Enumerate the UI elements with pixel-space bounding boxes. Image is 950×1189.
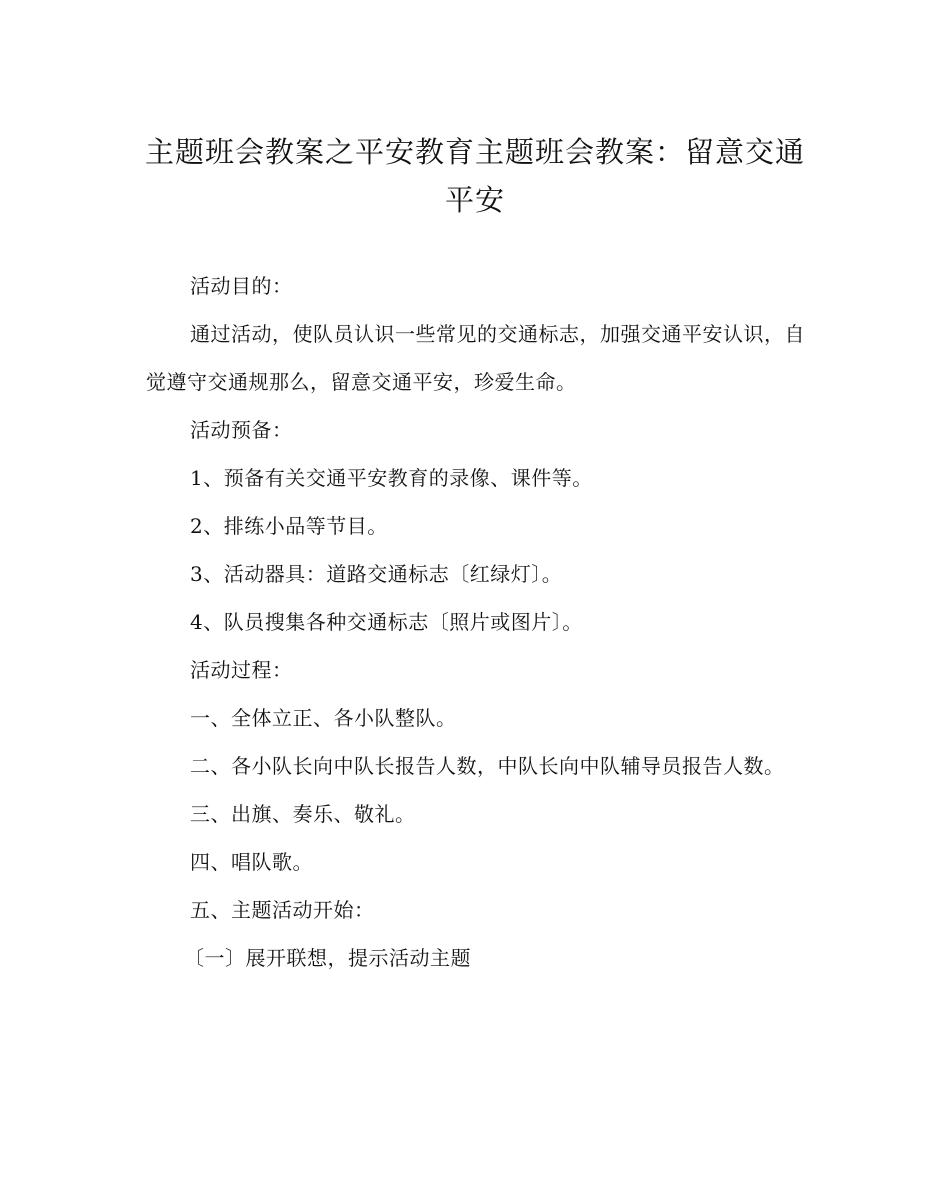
paragraph-process-heading: 活动过程：	[190, 658, 293, 682]
paragraph-preparation-item-1: 1、预备有关交通平安教育的录像、课件等。	[190, 466, 593, 490]
paragraph-process-step-4: 四、唱队歌。	[190, 850, 313, 874]
paragraph-preparation-heading: 活动预备：	[190, 418, 293, 442]
paragraph-preparation-item-3: 3、活动器具：道路交通标志〔红绿灯〕。	[190, 562, 563, 586]
paragraph-process-step-1: 一、全体立正、各小队整队。	[190, 706, 457, 730]
paragraph-preparation-item-2: 2、排练小品等节目。	[190, 514, 388, 538]
document-title: 主题班会教案之平安教育主题班会教案：留意交通平安	[144, 135, 805, 217]
paragraph-process-step-5: 五、主题活动开始：	[190, 898, 375, 922]
paragraph-process-step-3: 三、出旗、奏乐、敬礼。	[190, 802, 416, 826]
paragraph-activity-goal-heading: 活动目的：	[190, 274, 293, 298]
paragraph-subsection-1: 〔一〕展开联想，提示活动主题	[184, 946, 471, 970]
paragraph-process-step-2: 二、各小队长向中队长报告人数，中队长向中队辅导员报告人数。	[190, 754, 785, 778]
paragraph-preparation-item-4: 4、队员搜集各种交通标志〔照片或图片〕。	[190, 610, 583, 634]
document-body	[146, 262, 806, 982]
paragraph-activity-goal: 通过活动，使队员认识一些常见的交通标志，加强交通平安认识，自觉遵守交通规那么，留意交通平安，珍爱生命。	[146, 322, 805, 394]
